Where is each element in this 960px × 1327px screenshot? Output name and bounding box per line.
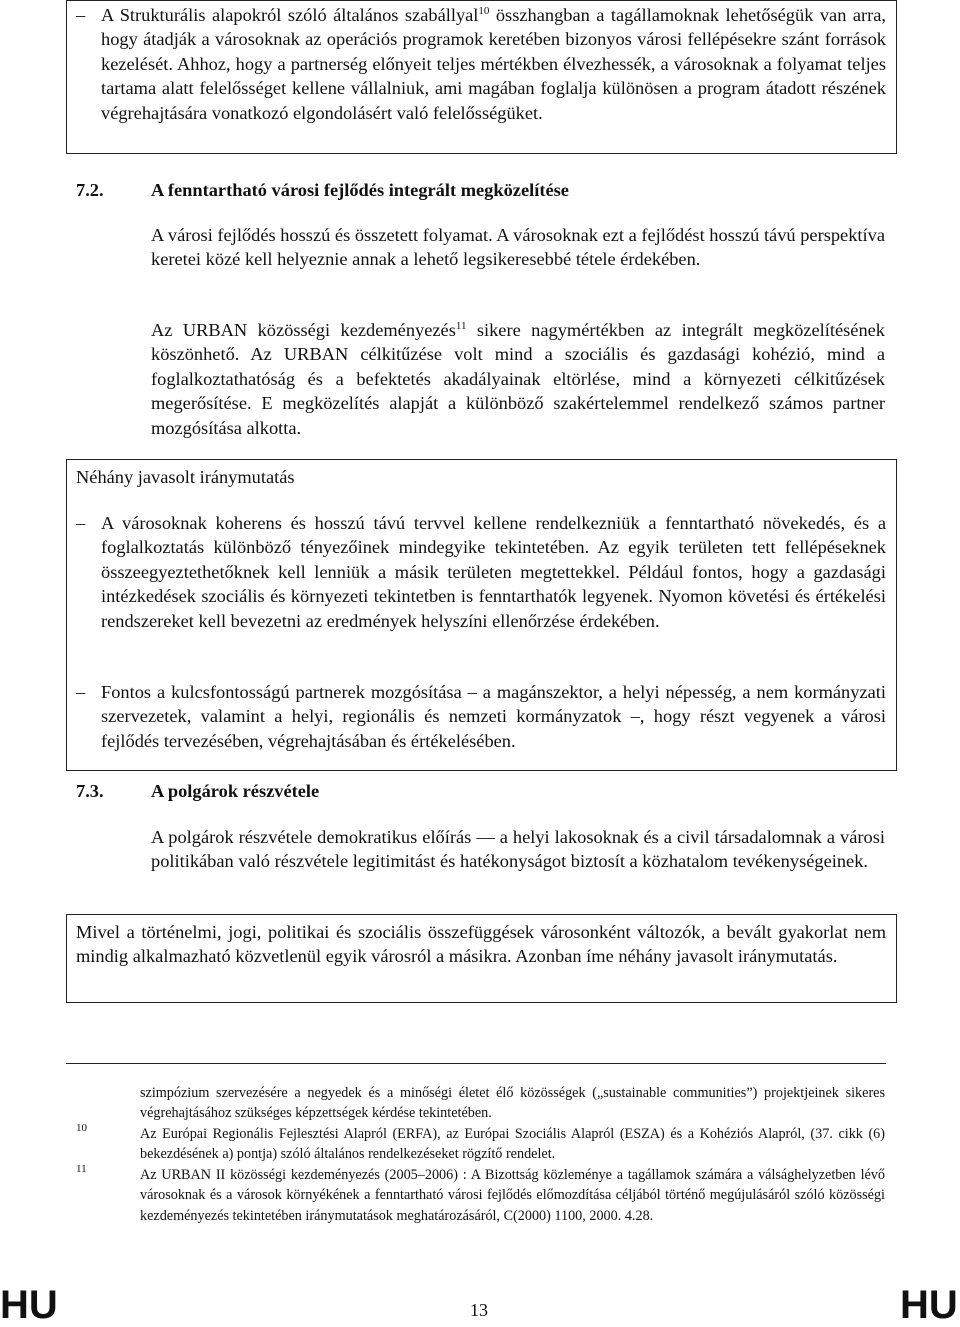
para2-start: Az URBAN közösségi kezdeményezés [151,320,456,340]
section-7-3-paragraph-1: A polgárok részvétele demokratikus előírás — a helyi lakosoknak és a civil társadalomnak a városi politikában való részvétele legitimitást és hatékonyságot biztosít a közhatalom tevékenységeinek. [151,827,885,872]
section-7-2-number: 7.2. [76,180,104,200]
footer-language-code-right: HU [900,1283,958,1327]
section-7-2-title: A fenntartható városi fejlődés integrált megközelítése [151,180,569,200]
para2-end: sikere nagymértékben az integrált megközelítésének köszönhető. Az URBAN célkitűzése volt mind a szociális és gazdasági kohézió, mind a foglalkoztathatóság és a befektetés akadályainak eltörlése, mind a környezeti célkitűzések megerősítése. E megközelítés alapját a különböző szakértelemmel rendelkező számos partner mozgósítása alkotta. [151,320,885,438]
footnote-11-text: Az URBAN II közösségi kezdeményezés (2005–2006) : A Bizottság közleménye a tagállamok számára a válsághelyzetben lévő városoknak és a városok környékének a fenntartható városi fejlődés előmozdítása céljából történő megújulásáról szóló közösségi kezdeményezés tekintetében iránymutatások meghatározásáról, C(2000) 1100, 2000. 4.28. [140,1167,885,1224]
footnote-11-number: 11 [76,1163,87,1175]
box1-text-end: összhangban a tagállamoknak lehetőségük van arra, hogy átadják a városoknak az operációs programok keretében bizonyos városi fellépésekre szánt források kezelését. Ahhoz, hogy a partnerség előnyeit teljes mértékben élvezhessék, a városoknak a folyamat teljes tartama alatt felelősséget kellene vállalniuk, ami magában foglalja különösen a program átadott részének végrehajtására vonatkozó elgondolásért való felelősségüket. [101,5,886,123]
footnote-continuation: szimpózium szervezésére a negyedek és a minőségi életet élő közösségek („sustainable communities”) projektjeinek sikeres végrehajtásához szükséges képzettségek kérdése tekintetében. [140,1085,885,1122]
footnote-ref-11[interactable]: 11 [455,320,467,332]
footnote-separator [66,1063,886,1064]
section-7-2-paragraph-1: A városi fejlődés hosszú és összetett folyamat. A városoknak ezt a fejlődést hosszú távú perspektíva keretei közé kell helyeznie annak a lehető legsikeresebbé tétele érdekében. [151,225,885,270]
footnote-10-text: Az Európai Regionális Fejlesztési Alapról (ERFA), az Európai Szociális Alapról (ESZA) és a Kohéziós Alapról, (37. cikk (6) bekezdésének a) pontja) szóló általános rendelkezéseket rögzítő rendelet. [140,1126,885,1163]
section-7-2-paragraph-2 [151,318,885,440]
box1-text [101,3,886,125]
dash-bullet: – [76,513,86,533]
footnote-10-number: 10 [76,1122,87,1134]
section-7-3-title: A polgárok részvétele [151,781,320,801]
box2-title: Néhány javasolt iránymutatás [76,467,295,487]
box3-text: Mivel a történelmi, jogi, politikai és szociális összefüggések városonként változók, a bevált gyakorlat nem mindig alkalmazható közvetlenül egyik városról a másikra. Azonban íme néhány javasolt iránymutatás. [76,922,886,967]
dash-bullet: – [76,5,86,25]
footer-language-code-left: HU [0,1283,58,1327]
dash-bullet: – [76,682,86,702]
page-number: 13 [470,1300,488,1320]
footnote-ref-10[interactable]: 10 [478,5,490,17]
section-7-3-number: 7.3. [76,781,104,801]
box1-text-start: A Strukturális alapokról szóló általános szabállyal [101,5,479,25]
box2-item-2-text: Fontos a kulcsfontosságú partnerek mozgósítása – a magánszektor, a helyi népesség, a nem kormányzati szervezetek, valamint a helyi, regionális és nemzeti kormányzatok –, hogy részt vegyenek a városi fejlődés tervezésében, végrehajtásában és értékelésében. [101,682,886,751]
box2-item-1-text: A városoknak koherens és hosszú távú tervvel kellene rendelkezniük a fenntartható növekedés, és a foglalkoztatás különböző tényezőinek mindegyike tekintetében. Az egyik területen tett fellépéseknek összeegyeztethetőknek kell lenniük a másik területen megtettekkel. Például fontos, hogy a gazdasági intézkedések szociális és környezeti tekintetben is fenntarthatók legyenek. Nyomon követési és értékelési rendszereket kell bevezetni az eredmények helyszíni ellenőrzése érdekében. [101,513,886,631]
